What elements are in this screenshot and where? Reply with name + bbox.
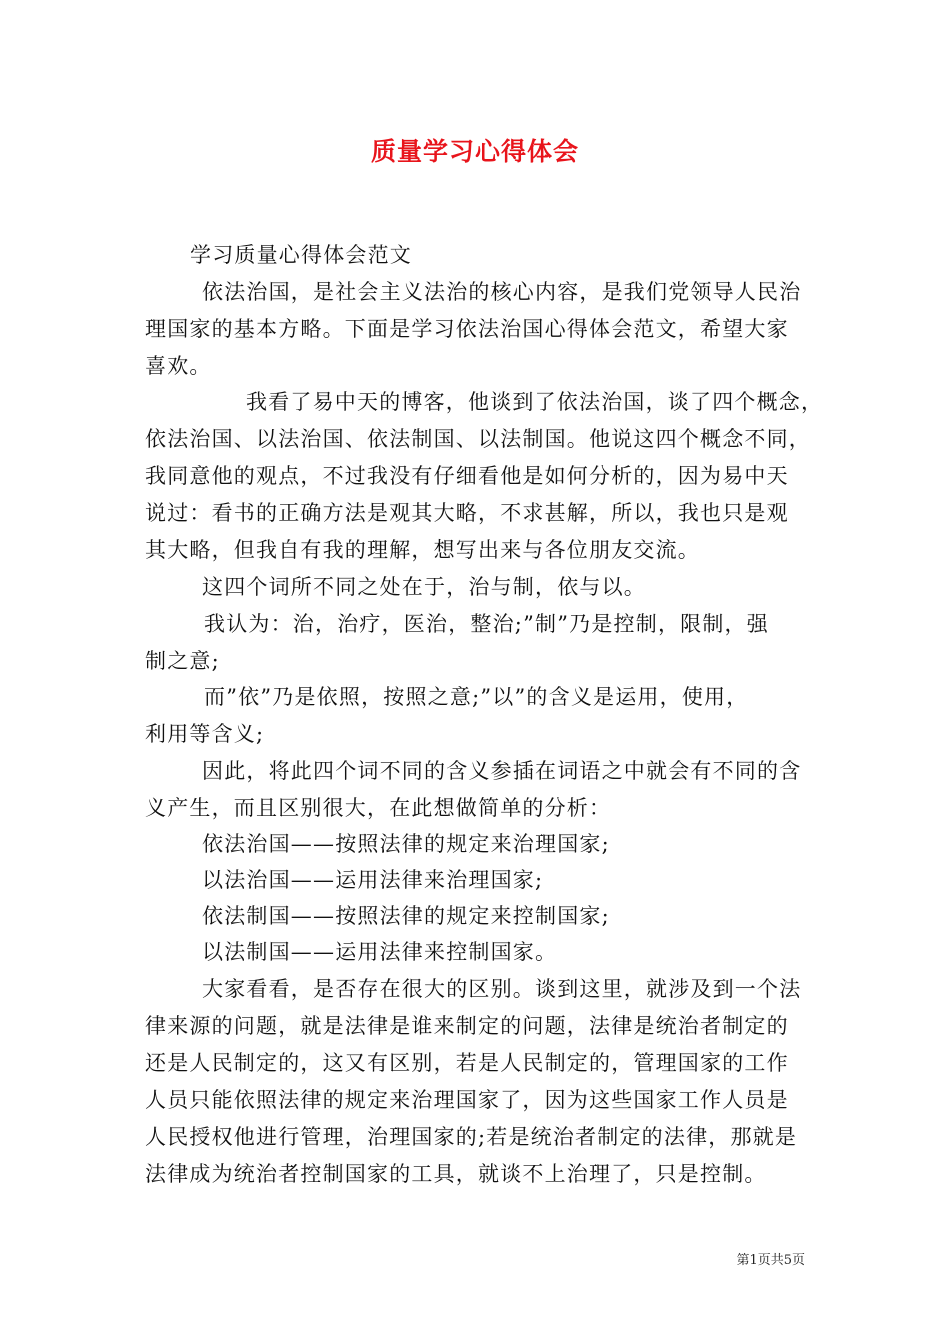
list-item: 以法治国——运用法律来治理国家;	[202, 868, 544, 892]
document-title: 质量学习心得体会	[370, 137, 579, 166]
text-line: 依法治国，是社会主义法治的核心内容，是我们党领导人民治	[202, 280, 802, 304]
text-line: 其大略，但我自有我的理解，想写出来与各位朋友交流。	[145, 538, 700, 562]
text-line: 义产生，而且区别很大，在此想做简单的分析：	[145, 796, 612, 820]
text-line: 理国家的基本方略。下面是学习依法治国心得体会范文，希望大家	[145, 317, 789, 341]
page-number: 第1页共5页	[736, 1253, 805, 1268]
text-line: 依法治国、以法治国、依法制国、以法制国。他说这四个概念不同，	[145, 427, 811, 451]
subtitle: 学习质量心得体会范文	[190, 243, 412, 267]
text-line: 我认为：治，治疗，医治，整治;”制”乃是控制，限制，强	[204, 612, 769, 636]
text-line: 利用等含义;	[145, 722, 265, 746]
text-line: 律来源的问题，就是法律是谁来制定的问题，法律是统治者制定的	[145, 1014, 789, 1038]
text-line: 人民授权他进行管理，治理国家的;若是统治者制定的法律，那就是	[145, 1125, 798, 1149]
text-line: 我看了易中天的博客，他谈到了依法治国，谈了四个概念，	[246, 390, 824, 414]
text-line: 大家看看，是否存在很大的区别。谈到这里，就涉及到一个法	[202, 977, 802, 1001]
text-line: 还是人民制定的，这又有区别，若是人民制定的，管理国家的工作	[145, 1051, 789, 1075]
text-line: 说过：看书的正确方法是观其大略，不求甚解，所以，我也只是观	[145, 501, 789, 525]
text-line: 人员只能依照法律的规定来治理国家了，因为这些国家工作人员是	[145, 1088, 789, 1112]
list-item: 以法制国——运用法律来控制国家。	[202, 940, 558, 964]
text-line: 制之意;	[145, 649, 220, 673]
text-line: 这四个词所不同之处在于，治与制，依与以。	[202, 575, 646, 599]
list-item: 依法治国——按照法律的规定来治理国家;	[202, 832, 610, 856]
list-item: 依法制国——按照法律的规定来控制国家;	[202, 904, 610, 928]
text-line: 喜欢。	[145, 354, 212, 378]
text-line: 我同意他的观点，不过我没有仔细看他是如何分析的，因为易中天	[145, 464, 789, 488]
text-line: 而”依”乃是依照，按照之意;”以”的含义是运用，使用，	[204, 685, 749, 709]
text-line: 因此，将此四个词不同的含义参插在词语之中就会有不同的含	[202, 759, 802, 783]
text-line: 法律成为统治者控制国家的工具，就谈不上治理了，只是控制。	[145, 1162, 767, 1186]
